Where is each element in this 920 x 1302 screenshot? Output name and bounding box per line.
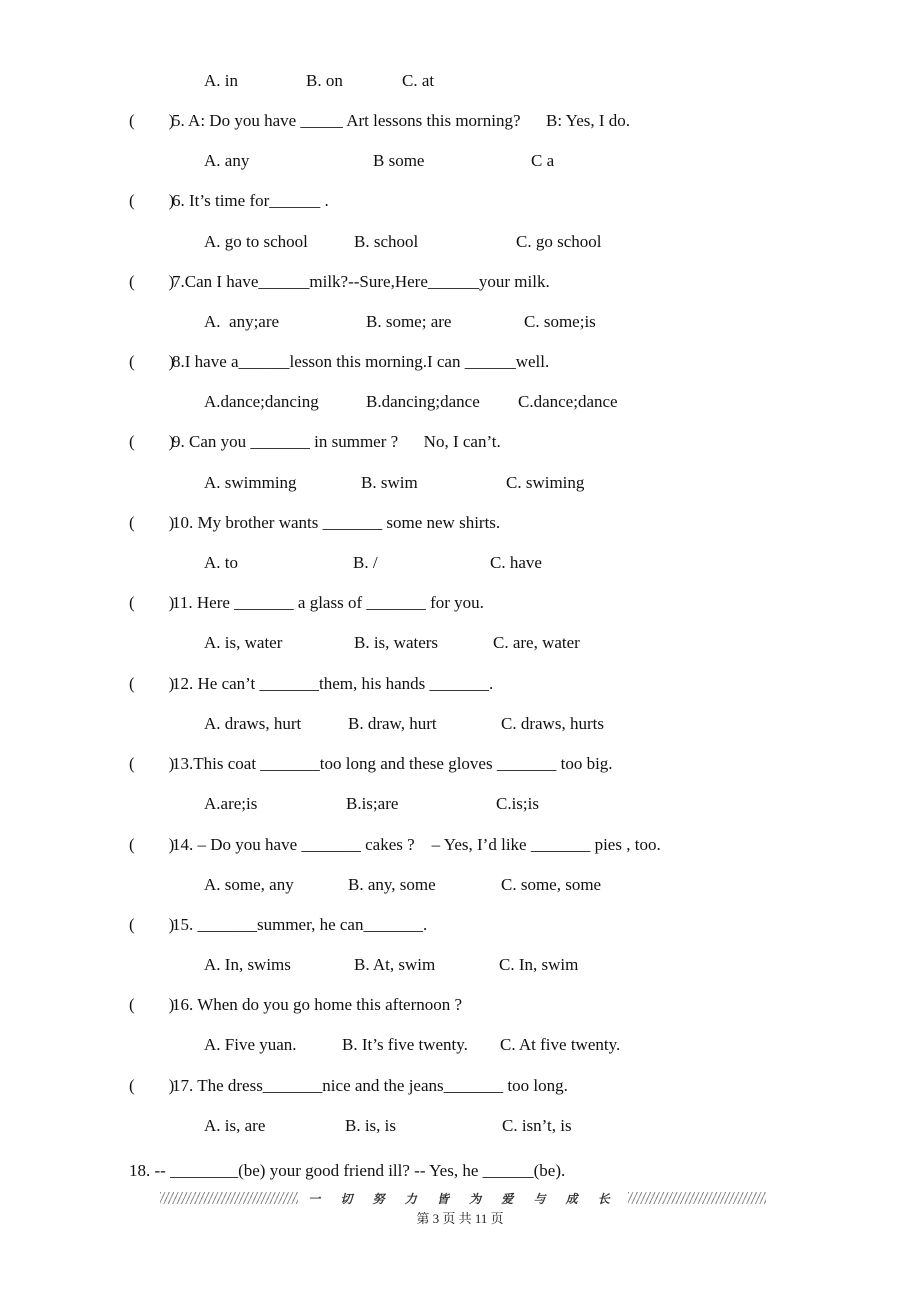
option-c: C. some;is [524,312,596,331]
answer-blank[interactable]: ( ) [129,835,175,854]
option-b: B. / [353,553,378,572]
option-b: B. is, is [345,1116,397,1135]
question-stem: 15. _______summer, he can_______. [172,915,428,934]
option-c: C. swiming [506,473,585,492]
q4-option-c: C. at [402,71,435,90]
option-c: C a [531,151,555,170]
footer-band [160,1190,766,1206]
answer-blank[interactable]: ( ) [129,674,175,693]
question-stem: 16. When do you go home this afternoon ? [172,995,463,1014]
answer-blank[interactable]: ( ) [129,352,175,371]
option-a: A. any;are [204,312,280,331]
option-a: A. In, swims [204,955,291,974]
option-a: A. is, water [204,633,283,652]
question-stem: 11. Here _______ a glass of _______ for you. [172,593,484,612]
option-c: C.dance;dance [518,392,618,411]
answer-blank[interactable]: ( ) [129,1076,175,1095]
q4-option-a: A. in [204,71,238,90]
option-a: A.are;is [204,794,258,813]
page-number: 第 3 页 共 11 页 [416,1211,504,1226]
question-stem: 13.This coat _______too long and these gloves _______ too big. [172,754,613,773]
option-c: C. At five twenty. [500,1035,621,1054]
answer-blank[interactable]: ( ) [129,995,175,1014]
option-c: C. some, some [501,875,602,894]
question-18: 18. -- ________(be) your good friend ill? -- Yes, he ______(be). [129,1161,566,1180]
question-stem: 8.I have a______lesson this morning.I can ______well. [172,352,550,371]
option-a: A. to [204,553,238,572]
option-b: B. is, waters [354,633,439,652]
option-c: C. go school [516,232,602,251]
answer-blank[interactable]: ( ) [129,754,175,773]
option-b: B.dancing;dance [366,392,480,411]
option-c: C. In, swim [499,955,579,974]
option-b: B some [373,151,425,170]
answer-blank[interactable]: ( ) [129,272,175,291]
footer-motto: 一 切 努 力 皆 为 爱 与 成 长 [308,1191,618,1206]
question-stem: 12. He can’t _______them, his hands _______. [172,674,494,693]
option-b: B. draw, hurt [348,714,437,733]
option-b: B. At, swim [354,955,436,974]
option-a: A. swimming [204,473,297,492]
question-stem: 10. My brother wants _______ some new shirts. [172,513,501,532]
footer-hatch-left [160,1192,298,1204]
answer-blank[interactable]: ( ) [129,432,175,451]
footer-hatch-right [628,1192,766,1204]
option-c: C. draws, hurts [501,714,604,733]
answer-blank[interactable]: ( ) [129,513,175,532]
option-a: A. go to school [204,232,308,251]
option-a: A. any [204,151,250,170]
option-c: C. have [490,553,542,572]
answer-blank[interactable]: ( ) [129,915,175,934]
option-a: A. is, are [204,1116,266,1135]
option-b: B. any, some [348,875,436,894]
option-a: A.dance;dancing [204,392,319,411]
option-b: B. swim [361,473,418,492]
option-b: B. school [354,232,419,251]
answer-blank[interactable]: ( ) [129,593,175,612]
question-stem: 14. – Do you have _______ cakes ? – Yes, I’d like _______ pies , too. [172,835,661,854]
answer-blank[interactable]: ( ) [129,111,175,130]
option-a: A. some, any [204,875,294,894]
option-a: A. Five yuan. [204,1035,297,1054]
question-stem: 17. The dress_______nice and the jeans_______ too long. [172,1076,568,1095]
option-b: B.is;are [346,794,399,813]
q4-option-b: B. on [306,71,343,90]
option-b: B. It’s five twenty. [342,1035,468,1054]
question-stem: 6. It’s time for______ . [172,191,329,210]
option-a: A. draws, hurt [204,714,302,733]
option-c: C. are, water [493,633,580,652]
option-c: C.is;is [496,794,539,813]
option-c: C. isn’t, is [502,1116,572,1135]
question-stem: 9. Can you _______ in summer ? No, I can’t. [172,432,501,451]
question-stem: 7.Can I have______milk?--Sure,Here______your milk. [172,272,550,291]
answer-blank[interactable]: ( ) [129,191,175,210]
question-stem: 5. A: Do you have _____ Art lessons this morning? B: Yes, I do. [172,111,631,130]
option-b: B. some; are [366,312,452,331]
